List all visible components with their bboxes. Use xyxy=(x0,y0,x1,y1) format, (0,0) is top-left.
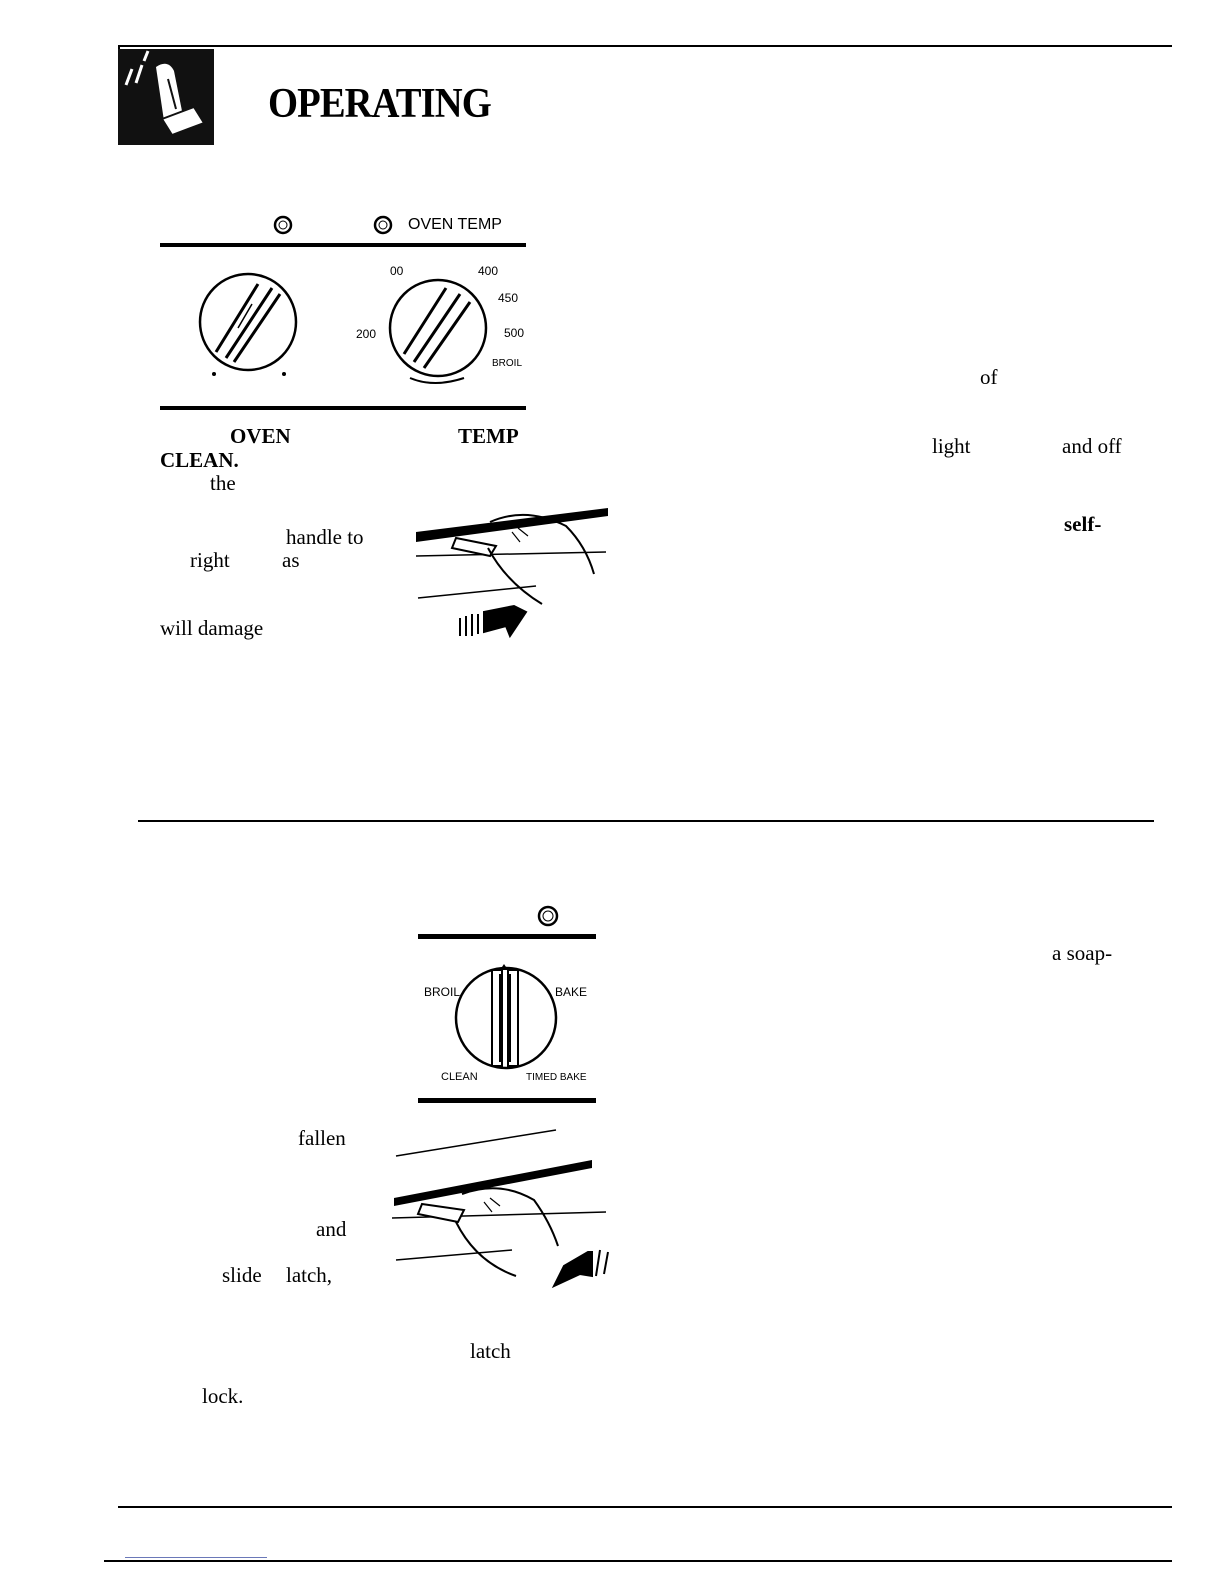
word-as: as xyxy=(282,548,300,572)
mode-label-clean: CLEAN xyxy=(441,1071,478,1083)
word-handle-to: handle to xyxy=(286,525,364,549)
hand-pressing-button-icon xyxy=(118,49,214,145)
footer-bottom-rule xyxy=(104,1560,1172,1562)
temp-dial-label-400: 400 xyxy=(478,264,499,278)
oven-set-knob[interactable] xyxy=(196,270,306,385)
word-will-damage: will damage xyxy=(160,616,264,640)
word-right: right xyxy=(190,548,230,572)
footer-rule xyxy=(118,1506,1172,1508)
word-and: and xyxy=(316,1217,347,1241)
bottom-panel-bottom-rule xyxy=(418,1098,596,1103)
word-oven: OVEN xyxy=(230,424,291,448)
indicator-light-bottom xyxy=(536,904,560,933)
word-of: of xyxy=(980,365,998,389)
indicator-light-oven-temp xyxy=(372,214,394,241)
header-top-rule xyxy=(118,45,1172,47)
word-the: the xyxy=(210,471,236,495)
word-slide: slide xyxy=(222,1263,262,1287)
word-self: self- xyxy=(1064,512,1102,536)
panel-bottom-rule xyxy=(160,406,526,410)
door-latch-unlock-illustration xyxy=(392,1126,612,1301)
oven-mode-knob[interactable] xyxy=(450,962,560,1077)
door-latch-lock-illustration xyxy=(416,502,612,657)
word-lock: lock. xyxy=(202,1384,244,1408)
bottom-panel-top-rule xyxy=(418,934,596,939)
temp-dial-label-00: 00 xyxy=(390,264,404,278)
word-clean: CLEAN. xyxy=(160,448,239,472)
page-title: OPERATING xyxy=(268,81,491,127)
mode-label-timed-bake: TIMED BAKE xyxy=(526,1072,587,1083)
temp-dial-label-450: 450 xyxy=(498,291,519,305)
temp-dial-label-200: 200 xyxy=(356,327,377,341)
word-temp: TEMP xyxy=(458,424,519,448)
oven-temp-knob[interactable] xyxy=(388,278,498,393)
word-and-off: and off xyxy=(1062,434,1122,458)
indicator-light-left xyxy=(272,214,294,241)
footer-link-underline xyxy=(125,1557,267,1558)
mode-label-bake: BAKE xyxy=(555,985,588,999)
temp-dial-label-broil: BROIL xyxy=(492,358,523,369)
word-latch-comma: latch, xyxy=(286,1263,333,1287)
section-divider xyxy=(138,820,1154,822)
oven-temp-indicator-label: OVEN TEMP xyxy=(408,216,502,233)
panel-top-rule xyxy=(160,243,526,247)
word-latch: latch xyxy=(470,1339,511,1363)
word-fallen: fallen xyxy=(298,1126,346,1150)
word-light: light xyxy=(932,434,971,458)
mode-label-broil: BROIL xyxy=(424,985,461,999)
temp-dial-label-500: 500 xyxy=(504,326,525,340)
word-a-soap: a soap- xyxy=(1052,941,1113,965)
